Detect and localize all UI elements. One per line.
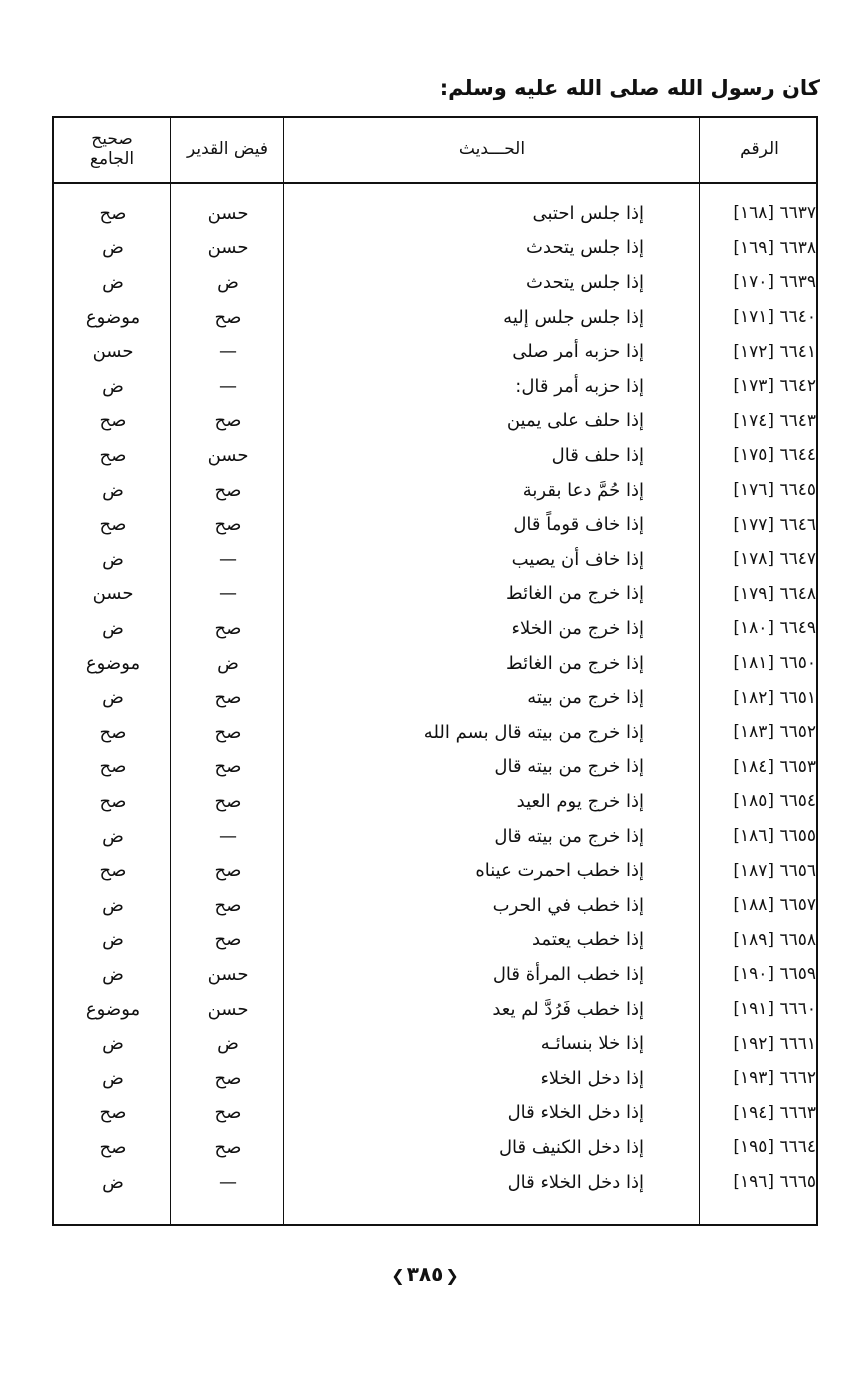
header-number bbox=[701, 118, 818, 182]
table-row bbox=[54, 438, 816, 473]
row-hadith-text: إذا خاف أن يصيب bbox=[511, 548, 644, 570]
row-faid-grade: صح bbox=[214, 929, 242, 951]
header-number-label: الرقم bbox=[740, 139, 779, 160]
row-hadith-text: إذا خرج من بيته قال bbox=[494, 825, 644, 847]
row-sahih-grade: صح bbox=[99, 860, 127, 882]
page-heading: كان رسول الله صلى الله عليه وسلم: bbox=[439, 76, 820, 100]
table-row bbox=[54, 888, 816, 923]
row-faid-grade: — bbox=[219, 1171, 237, 1193]
row-faid-grade: ض bbox=[217, 271, 239, 293]
table-row bbox=[54, 957, 816, 992]
row-sahih-grade: ض bbox=[102, 963, 124, 985]
row-sahih-grade: ض bbox=[102, 929, 124, 951]
row-number: ٦٦٥٥ [١٨٦] bbox=[733, 826, 816, 847]
hadith-table bbox=[52, 116, 818, 1226]
page-number-footer bbox=[0, 1262, 850, 1286]
row-faid-grade: صح bbox=[214, 790, 242, 812]
row-number: ٦٦٤٧ [١٧٨] bbox=[733, 549, 816, 570]
table-row bbox=[54, 646, 816, 681]
row-number: ٦٦٦٣ [١٩٤] bbox=[733, 1102, 816, 1123]
table-row bbox=[54, 819, 816, 854]
row-hadith-text: إذا حلف على يمين bbox=[506, 410, 644, 432]
header-sahih-al-jami bbox=[54, 118, 170, 182]
row-faid-grade: صح bbox=[214, 721, 242, 743]
row-number: ٦٦٣٨ [١٦٩] bbox=[733, 237, 816, 258]
table-row bbox=[54, 784, 816, 819]
row-number: ٦٦٥٤ [١٨٥] bbox=[733, 791, 816, 812]
row-faid-grade: حسن bbox=[207, 963, 249, 985]
table-row bbox=[54, 196, 816, 231]
row-sahih-grade: موضوع bbox=[85, 652, 141, 674]
row-number: ٦٦٤٥ [١٧٦] bbox=[733, 480, 816, 501]
row-hadith-text: إذا دخل الخلاء قال bbox=[507, 1102, 644, 1124]
row-number: ٦٦٥٧ [١٨٨] bbox=[733, 895, 816, 916]
row-faid-grade: ض bbox=[217, 1033, 239, 1055]
table-row bbox=[54, 923, 816, 958]
row-sahih-grade: ض bbox=[102, 1171, 124, 1193]
row-hadith-text: إذا خطب المرأة قال bbox=[492, 963, 644, 985]
header-divider bbox=[54, 182, 816, 184]
row-sahih-grade: صح bbox=[99, 756, 127, 778]
row-faid-grade: صح bbox=[214, 1136, 242, 1158]
row-hadith-text: إذا خطب في الحرب bbox=[492, 894, 644, 916]
row-hadith-text: إذا حلف قال bbox=[551, 444, 644, 466]
row-sahih-grade: صح bbox=[99, 202, 127, 224]
row-sahih-grade: صح bbox=[99, 721, 127, 743]
table-row bbox=[54, 1061, 816, 1096]
row-hadith-text: إذا جلس يتحدث bbox=[526, 271, 644, 293]
row-number: ٦٦٥٩ [١٩٠] bbox=[733, 964, 816, 985]
table-row bbox=[54, 507, 816, 542]
row-hadith-text: إذا خطب فَرُدَّ لم يعد bbox=[492, 998, 644, 1020]
row-hadith-text: إذا جلس جلس إليه bbox=[503, 306, 644, 328]
row-hadith-text: إذا خرج من بيته قال bbox=[494, 756, 644, 778]
row-faid-grade: صح bbox=[214, 410, 242, 432]
row-number: ٦٦٦٠ [١٩١] bbox=[733, 999, 816, 1020]
row-sahih-grade: ض bbox=[102, 825, 124, 847]
row-hadith-text: إذا جلس احتبى bbox=[532, 202, 644, 224]
row-sahih-grade: موضوع bbox=[85, 998, 141, 1020]
row-sahih-grade: حسن bbox=[92, 341, 134, 363]
row-number: ٦٦٥٢ [١٨٣] bbox=[733, 722, 816, 743]
table-row bbox=[54, 611, 816, 646]
row-hadith-text: إذا خاف قوماً قال bbox=[513, 514, 644, 536]
table-row bbox=[54, 853, 816, 888]
row-sahih-grade: حسن bbox=[92, 583, 134, 605]
row-number: ٦٦٥٨ [١٨٩] bbox=[733, 929, 816, 950]
row-sahih-grade: ض bbox=[102, 894, 124, 916]
row-faid-grade: صح bbox=[214, 894, 242, 916]
row-faid-grade: حسن bbox=[207, 998, 249, 1020]
table-row bbox=[54, 369, 816, 404]
page-number: ٣٨٥ bbox=[406, 1262, 444, 1286]
row-sahih-grade: صح bbox=[99, 444, 127, 466]
row-number: ٦٦٥٠ [١٨١] bbox=[733, 653, 816, 674]
row-faid-grade: ض bbox=[217, 652, 239, 674]
row-faid-grade: صح bbox=[214, 1102, 242, 1124]
table-row bbox=[54, 577, 816, 612]
row-sahih-grade: ض bbox=[102, 548, 124, 570]
row-hadith-text: إذا خلا بنسائـه bbox=[540, 1033, 644, 1055]
table-row bbox=[54, 992, 816, 1027]
row-faid-grade: — bbox=[219, 548, 237, 570]
row-faid-grade: صح bbox=[214, 860, 242, 882]
row-sahih-grade: ض bbox=[102, 237, 124, 259]
table-row bbox=[54, 750, 816, 785]
row-sahih-grade: ض bbox=[102, 375, 124, 397]
row-number: ٦٦٤٤ [١٧٥] bbox=[733, 445, 816, 466]
table-row bbox=[54, 680, 816, 715]
table-row bbox=[54, 1130, 816, 1165]
row-hadith-text: إذا حُمَّ دعا بقربة bbox=[522, 479, 644, 501]
row-number: ٦٦٣٩ [١٧٠] bbox=[733, 272, 816, 293]
row-hadith-text: إذا خرج من بيته قال بسم الله bbox=[423, 721, 644, 743]
header-faid-label: فيض القدير bbox=[186, 139, 269, 160]
row-number: ٦٦٣٧ [١٦٨] bbox=[733, 203, 816, 224]
row-faid-grade: صح bbox=[214, 687, 242, 709]
row-hadith-text: إذا حزبه أمر صلى bbox=[512, 341, 644, 363]
row-sahih-grade: ض bbox=[102, 479, 124, 501]
row-number: ٦٦٦٢ [١٩٣] bbox=[733, 1068, 816, 1089]
row-hadith-text: إذا دخل الخلاء bbox=[540, 1067, 644, 1089]
row-faid-grade: صح bbox=[214, 617, 242, 639]
row-sahih-grade: ض bbox=[102, 271, 124, 293]
row-faid-grade: حسن bbox=[207, 237, 249, 259]
row-number: ٦٦٥٦ [١٨٧] bbox=[733, 860, 816, 881]
header-hadith-label: الحـــديث bbox=[458, 139, 526, 160]
row-sahih-grade: صح bbox=[99, 790, 127, 812]
table-row bbox=[54, 542, 816, 577]
row-hadith-text: إذا خطب احمرت عيناه bbox=[475, 860, 644, 882]
table-row bbox=[54, 473, 816, 508]
row-sahih-grade: ض bbox=[102, 1067, 124, 1089]
row-number: ٦٦٤٦ [١٧٧] bbox=[733, 514, 816, 535]
table-row bbox=[54, 265, 816, 300]
table-row bbox=[54, 404, 816, 439]
row-faid-grade: صح bbox=[214, 306, 242, 328]
row-faid-grade: صح bbox=[214, 479, 242, 501]
row-hadith-text: إذا خرج يوم العيد bbox=[516, 790, 644, 812]
row-faid-grade: صح bbox=[214, 514, 242, 536]
ornament-icon: ❮ bbox=[445, 1266, 459, 1285]
row-hadith-text: إذا خرج من بيته bbox=[527, 687, 644, 709]
header-sahih-label-line1: صحيح bbox=[91, 129, 133, 150]
row-number: ٦٦٤١ [١٧٢] bbox=[733, 341, 816, 362]
header-sahih-label-line2: الجامع bbox=[89, 149, 135, 169]
row-sahih-grade: صح bbox=[99, 1102, 127, 1124]
row-faid-grade: — bbox=[219, 375, 237, 397]
table-row bbox=[54, 300, 816, 335]
ornament-icon: ❯ bbox=[391, 1266, 405, 1285]
row-number: ٦٦٤٠ [١٧١] bbox=[733, 307, 816, 328]
row-number: ٦٦٤٢ [١٧٣] bbox=[733, 376, 816, 397]
row-hadith-text: إذا دخل الكنيف قال bbox=[498, 1136, 644, 1158]
row-hadith-text: إذا خرج من الغائط bbox=[506, 583, 644, 605]
row-number: ٦٦٤٨ [١٧٩] bbox=[733, 583, 816, 604]
row-number: ٦٦٤٩ [١٨٠] bbox=[733, 618, 816, 639]
row-sahih-grade: ض bbox=[102, 687, 124, 709]
row-hadith-text: إذا خطب يعتمد bbox=[531, 929, 644, 951]
row-sahih-grade: ض bbox=[102, 617, 124, 639]
row-number: ٦٦٦٥ [١٩٦] bbox=[733, 1172, 816, 1193]
row-number: ٦٦٤٣ [١٧٤] bbox=[733, 410, 816, 431]
row-faid-grade: حسن bbox=[207, 202, 249, 224]
row-faid-grade: صح bbox=[214, 756, 242, 778]
row-sahih-grade: موضوع bbox=[85, 306, 141, 328]
row-hadith-text: إذا دخل الخلاء قال bbox=[507, 1171, 644, 1193]
table-row bbox=[54, 1026, 816, 1061]
row-number: ٦٦٦١ [١٩٢] bbox=[733, 1033, 816, 1054]
table-row bbox=[54, 1096, 816, 1131]
row-sahih-grade: صح bbox=[99, 514, 127, 536]
row-hadith-text: إذا خرج من الغائط bbox=[506, 652, 644, 674]
row-sahih-grade: صح bbox=[99, 1136, 127, 1158]
table-row bbox=[54, 715, 816, 750]
row-hadith-text: إذا جلس يتحدث bbox=[526, 237, 644, 259]
row-faid-grade: — bbox=[219, 825, 237, 847]
row-faid-grade: — bbox=[219, 583, 237, 605]
table-row bbox=[54, 231, 816, 266]
row-hadith-text: إذا خرج من الخلاء bbox=[511, 617, 644, 639]
table-row bbox=[54, 1165, 816, 1200]
row-hadith-text: إذا حزبه أمر قال: bbox=[515, 375, 644, 397]
row-faid-grade: صح bbox=[214, 1067, 242, 1089]
row-sahih-grade: ض bbox=[102, 1033, 124, 1055]
header-hadith bbox=[285, 118, 699, 182]
row-sahih-grade: صح bbox=[99, 410, 127, 432]
row-number: ٦٦٥١ [١٨٢] bbox=[733, 687, 816, 708]
row-faid-grade: حسن bbox=[207, 444, 249, 466]
table-row bbox=[54, 334, 816, 369]
row-number: ٦٦٥٣ [١٨٤] bbox=[733, 756, 816, 777]
row-number: ٦٦٦٤ [١٩٥] bbox=[733, 1137, 816, 1158]
header-faid-al-qadir bbox=[172, 118, 283, 182]
row-faid-grade: — bbox=[219, 341, 237, 363]
